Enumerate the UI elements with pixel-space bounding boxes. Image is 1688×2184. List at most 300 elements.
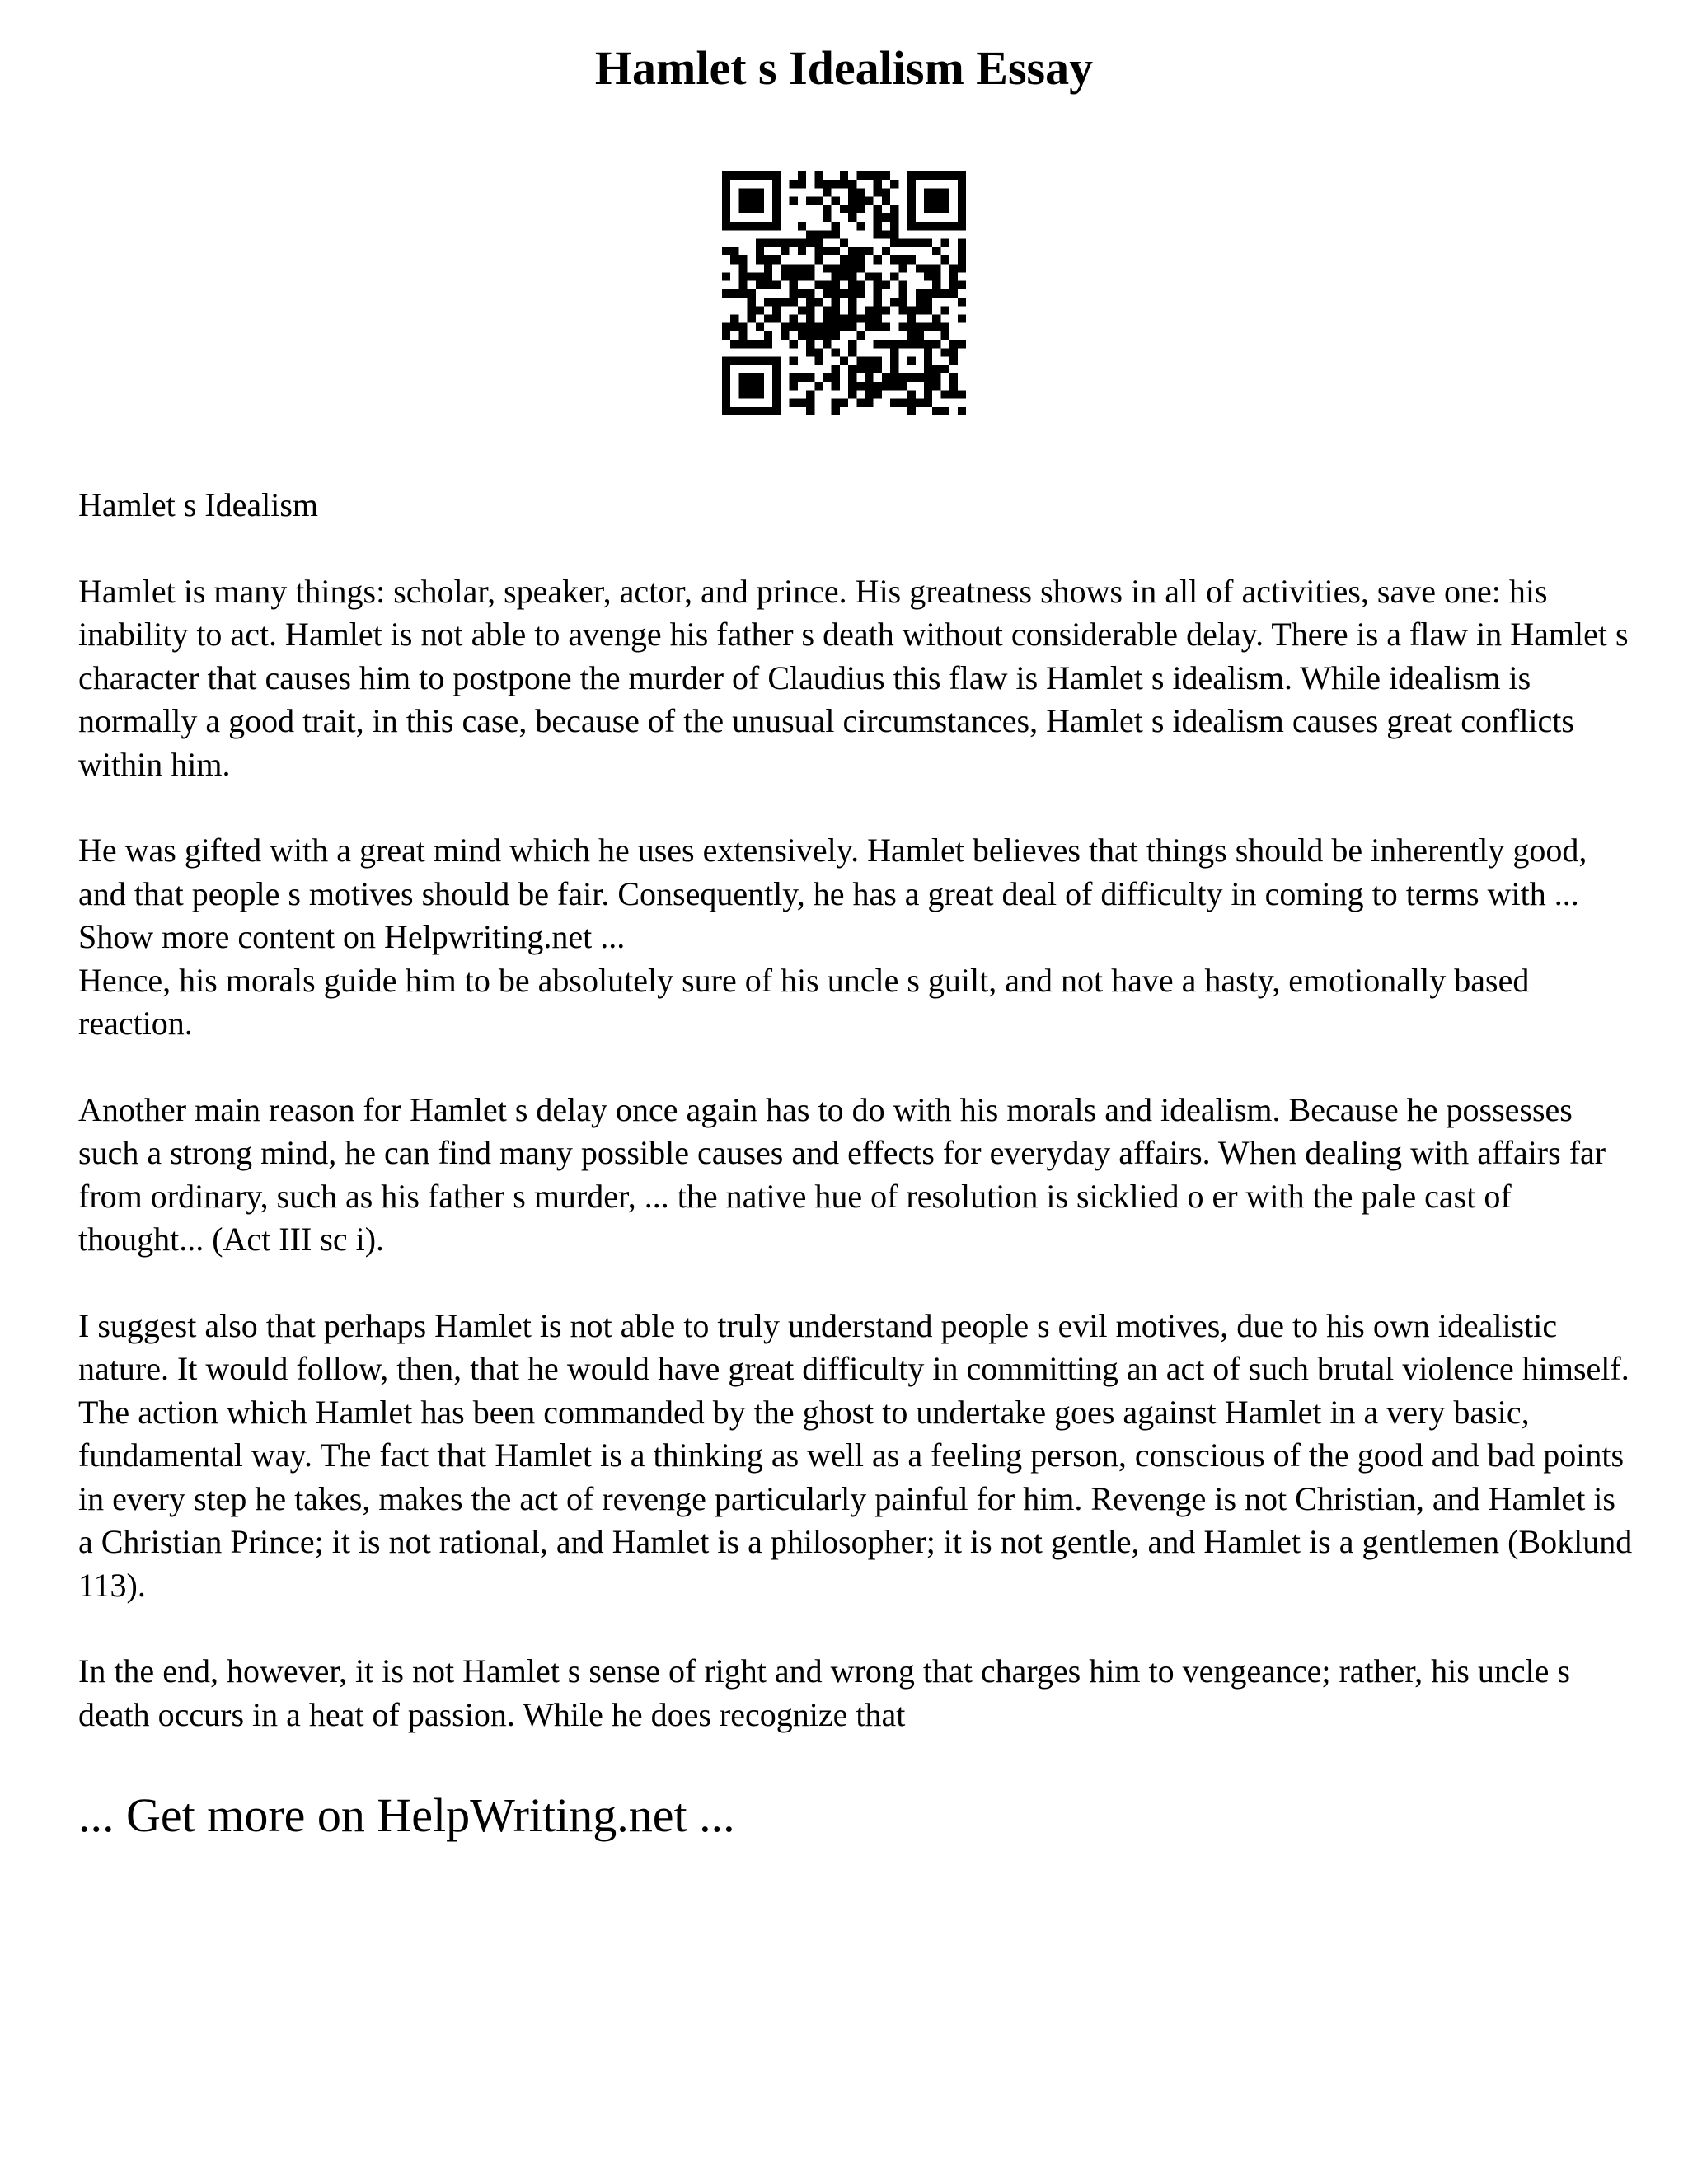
qr-module [856, 222, 865, 230]
qr-module [940, 222, 949, 230]
qr-module [756, 247, 764, 255]
qr-module [856, 382, 865, 390]
qr-module [848, 373, 856, 382]
qr-module [823, 230, 831, 238]
qr-module [764, 340, 772, 348]
qr-module [840, 180, 848, 188]
qr-module [722, 407, 730, 415]
qr-module [738, 171, 747, 180]
qr-module [832, 272, 840, 280]
qr-module [738, 264, 747, 272]
qr-module [907, 188, 916, 196]
qr-module [832, 315, 840, 323]
qr-module [950, 222, 958, 230]
qr-module [932, 407, 940, 415]
qr-module [882, 382, 890, 390]
qr-module [764, 407, 772, 415]
qr-module [814, 357, 823, 365]
qr-module [798, 180, 806, 188]
essay-heading: Hamlet s Idealism [78, 486, 319, 523]
qr-module [958, 281, 966, 289]
qr-module [898, 264, 907, 272]
qr-module [916, 171, 924, 180]
qr-module [781, 239, 789, 247]
qr-module [738, 407, 747, 415]
qr-module [848, 247, 856, 255]
paragraph-evil-motives: I suggest also that perhaps Hamlet is not able to truly understand people s evil motives, due to his own idealistic nature. It would follow, then, that he would have great difficulty in committing an act of such brutal violence himself. The action which Hamlet has been commanded by the ghost to undertake goes against Hamlet in a very basic, fundamental way. The fact that Hamlet is a thinking as well as a feeling person, conscious of the good and bad points in every step he takes, makes the act of revenge particularly painful for him. Revenge is not Christian, and Hamlet is a Christian Prince; it is not rational, and Hamlet is a philosopher; it is not gentle, and Hamlet is a gentlemen (Boklund 113). [78, 1306, 1633, 1604]
qr-module [865, 365, 874, 373]
qr-module [924, 382, 932, 390]
qr-module [722, 365, 730, 373]
qr-module [874, 365, 882, 373]
qr-module [958, 213, 966, 222]
qr-module [950, 264, 958, 272]
qr-module [865, 357, 874, 365]
qr-module [764, 171, 772, 180]
qr-module [874, 205, 882, 213]
qr-module [738, 197, 747, 205]
qr-module [848, 323, 856, 331]
qr-module [790, 197, 798, 205]
qr-module [823, 289, 831, 298]
qr-module [790, 323, 798, 331]
qr-module [756, 373, 764, 382]
qr-module [882, 188, 890, 196]
qr-module [932, 188, 940, 196]
qr-module [790, 340, 798, 348]
qr-module [814, 171, 823, 180]
qr-module [790, 298, 798, 306]
qr-module [722, 205, 730, 213]
qr-module [924, 205, 932, 213]
qr-module [874, 382, 882, 390]
qr-module [940, 239, 949, 247]
paragraph-great-mind: He was gifted with a great mind which he uses extensively. Hamlet believes that things should be inherently good, and that people s motives should be fair. Consequently, he has a great deal of difficulty in coming to terms with ... Show more content on Helpwriting.net ... [78, 832, 1587, 955]
qr-module [790, 281, 798, 289]
qr-module [798, 306, 806, 314]
qr-module [772, 197, 781, 205]
qr-module [940, 348, 949, 356]
qr-module [730, 340, 738, 348]
qr-module [722, 390, 730, 398]
qr-module [756, 188, 764, 196]
qr-module [932, 340, 940, 348]
qr-module [924, 222, 932, 230]
qr-module [832, 230, 840, 238]
qr-module [764, 315, 772, 323]
qr-module [924, 348, 932, 356]
qr-module [882, 213, 890, 222]
qr-module [738, 357, 747, 365]
qr-module [940, 306, 949, 314]
paragraph-delay-reason: Another main reason for Hamlet s delay once again has to do with his morals and idealism. Because he possesses such a strong mind, he can find many possible causes and effects for everyday affairs. When dealing with affairs far from ordinary, such as his father s murder, ... the native hue of resolution is sicklied o er with the pale cast of thought... (Act III sc i). [78, 1090, 1606, 1258]
qr-module [898, 298, 907, 306]
qr-module [874, 390, 882, 398]
qr-module [781, 323, 789, 331]
qr-module [832, 348, 840, 356]
qr-module [848, 365, 856, 373]
qr-module [874, 222, 882, 230]
qr-module [781, 298, 789, 306]
qr-module [907, 255, 916, 264]
qr-module [874, 213, 882, 222]
qr-module [848, 281, 856, 289]
qr-module [814, 348, 823, 356]
qr-module [856, 331, 865, 340]
qr-module [865, 315, 874, 323]
qr-module [916, 340, 924, 348]
qr-module [722, 323, 730, 331]
qr-module [756, 239, 764, 247]
qr-module [814, 247, 823, 255]
qr-module [874, 289, 882, 298]
qr-module [950, 272, 958, 280]
qr-module [772, 205, 781, 213]
qr-module [722, 399, 730, 407]
qr-module [907, 205, 916, 213]
qr-module [823, 340, 831, 348]
qr-module [874, 298, 882, 306]
qr-module [840, 399, 848, 407]
qr-module [832, 197, 840, 205]
qr-module [772, 298, 781, 306]
qr-module [848, 213, 856, 222]
qr-module [764, 239, 772, 247]
qr-module [865, 171, 874, 180]
qr-module [882, 281, 890, 289]
qr-module [722, 289, 730, 298]
qr-module [874, 281, 882, 289]
qr-module [814, 331, 823, 340]
qr-module [832, 407, 840, 415]
qr-module [832, 264, 840, 272]
qr-module [722, 331, 730, 340]
qr-module [950, 357, 958, 365]
qr-module [932, 197, 940, 205]
qr-module [848, 390, 856, 398]
qr-module [798, 373, 806, 382]
qr-module [832, 281, 840, 289]
qr-module [798, 264, 806, 272]
qr-module [924, 357, 932, 365]
qr-module [840, 315, 848, 323]
qr-module [790, 315, 798, 323]
qr-module [722, 222, 730, 230]
qr-module [940, 197, 949, 205]
qr-module [898, 382, 907, 390]
qr-module [806, 239, 814, 247]
qr-module [924, 188, 932, 196]
qr-module [790, 272, 798, 280]
qr-module [907, 390, 916, 398]
qr-module [730, 222, 738, 230]
qr-module [772, 306, 781, 314]
qr-module [764, 281, 772, 289]
qr-module [722, 213, 730, 222]
qr-module [924, 264, 932, 272]
qr-module [958, 298, 966, 306]
qr-module [924, 239, 932, 247]
qr-module [848, 197, 856, 205]
qr-module [798, 272, 806, 280]
qr-module [772, 281, 781, 289]
qr-module [856, 247, 865, 255]
qr-module [748, 205, 756, 213]
qr-module [865, 390, 874, 398]
qr-module [882, 171, 890, 180]
qr-module [730, 247, 738, 255]
qr-module [882, 230, 890, 238]
qr-module [772, 357, 781, 365]
qr-module [806, 331, 814, 340]
qr-module [806, 197, 814, 205]
qr-module [790, 180, 798, 188]
qr-module [865, 373, 874, 382]
qr-module [748, 289, 756, 298]
qr-module [748, 222, 756, 230]
qr-module [806, 399, 814, 407]
qr-module [832, 298, 840, 306]
qr-module [890, 373, 898, 382]
qr-module [890, 399, 898, 407]
document-title: Hamlet s Idealism Essay [594, 41, 1094, 95]
qr-module [898, 239, 907, 247]
qr-module [932, 365, 940, 373]
qr-module [806, 407, 814, 415]
qr-module [898, 281, 907, 289]
qr-module [806, 390, 814, 398]
qr-module [738, 188, 747, 196]
qr-module [772, 315, 781, 323]
qr-module [848, 205, 856, 213]
qr-module [848, 348, 856, 356]
qr-module [958, 340, 966, 348]
qr-module [823, 306, 831, 314]
qr-module [798, 323, 806, 331]
qr-module [950, 171, 958, 180]
qr-module [924, 272, 932, 280]
qr-module [874, 272, 882, 280]
essay-body [78, 484, 1636, 1736]
qr-module [756, 323, 764, 331]
qr-module [916, 331, 924, 340]
qr-module [722, 247, 730, 255]
qr-module [772, 390, 781, 398]
qr-module [790, 289, 798, 298]
qr-module [865, 306, 874, 314]
qr-module [832, 382, 840, 390]
qr-module [748, 357, 756, 365]
qr-module [924, 399, 932, 407]
qr-module [924, 298, 932, 306]
qr-module [772, 188, 781, 196]
qr-module [738, 272, 747, 280]
qr-module [924, 171, 932, 180]
qr-module [898, 255, 907, 264]
qr-module [748, 197, 756, 205]
qr-module [882, 373, 890, 382]
qr-module [865, 323, 874, 331]
qr-module [738, 289, 747, 298]
qr-module [840, 205, 848, 213]
qr-module [832, 365, 840, 373]
qr-module [806, 272, 814, 280]
qr-module [890, 340, 898, 348]
get-more-link[interactable]: ... Get more on HelpWriting.net ... [78, 1788, 735, 1842]
qr-module [790, 373, 798, 382]
qr-module [890, 365, 898, 373]
qr-module [874, 180, 882, 188]
qr-module [890, 298, 898, 306]
qr-module [798, 171, 806, 180]
qr-module [756, 171, 764, 180]
qr-module [781, 264, 789, 272]
qr-module [848, 188, 856, 196]
qr-module [814, 197, 823, 205]
qr-module [848, 289, 856, 298]
qr-module [848, 306, 856, 314]
qr-module [748, 373, 756, 382]
qr-module [722, 197, 730, 205]
qr-module [772, 399, 781, 407]
qr-module [856, 205, 865, 213]
qr-module [940, 390, 949, 398]
qr-module [924, 373, 932, 382]
qr-module [840, 272, 848, 280]
qr-module [756, 197, 764, 205]
qr-module [916, 306, 924, 314]
qr-module [764, 264, 772, 272]
qr-module [865, 399, 874, 407]
qr-module [823, 213, 831, 222]
qr-module [823, 180, 831, 188]
qr-module [806, 289, 814, 298]
qr-module [932, 205, 940, 213]
qr-module [907, 213, 916, 222]
qr-module [832, 306, 840, 314]
qr-module [907, 407, 916, 415]
qr-module [730, 315, 738, 323]
qr-module [814, 323, 823, 331]
qr-module [890, 382, 898, 390]
qr-module [832, 222, 840, 230]
qr-module [907, 323, 916, 331]
qr-module [806, 348, 814, 356]
qr-module [738, 382, 747, 390]
qr-module [756, 205, 764, 213]
qr-module [932, 171, 940, 180]
qr-module [772, 407, 781, 415]
qr-module [730, 407, 738, 415]
qr-module [814, 239, 823, 247]
qr-module [756, 306, 764, 314]
qr-code-image [722, 171, 966, 415]
qr-module [907, 331, 916, 340]
qr-module [907, 239, 916, 247]
qr-module [882, 247, 890, 255]
qr-module [806, 306, 814, 314]
qr-module [940, 289, 949, 298]
qr-module [865, 382, 874, 390]
qr-module [840, 357, 848, 365]
qr-module [764, 357, 772, 365]
qr-module [814, 298, 823, 306]
qr-module [840, 239, 848, 247]
qr-module [722, 188, 730, 196]
qr-module [874, 315, 882, 323]
qr-module [764, 331, 772, 340]
qr-module [790, 382, 798, 390]
qr-module [738, 222, 747, 230]
qr-module [958, 205, 966, 213]
qr-module [772, 222, 781, 230]
qr-module [832, 180, 840, 188]
qr-module [916, 222, 924, 230]
qr-module [748, 306, 756, 314]
qr-module [823, 247, 831, 255]
qr-module [907, 315, 916, 323]
qr-module [772, 255, 781, 264]
qr-module [814, 255, 823, 264]
qr-module [958, 188, 966, 196]
qr-module [806, 323, 814, 331]
qr-module [722, 180, 730, 188]
qr-module [958, 390, 966, 398]
qr-module [958, 239, 966, 247]
qr-module [950, 281, 958, 289]
qr-module [924, 340, 932, 348]
qr-module [958, 197, 966, 205]
qr-module [958, 222, 966, 230]
qr-module [856, 357, 865, 365]
qr-module [848, 255, 856, 264]
qr-module [890, 213, 898, 222]
qr-module [848, 264, 856, 272]
qr-module [916, 399, 924, 407]
qr-module [722, 171, 730, 180]
qr-module [907, 171, 916, 180]
qr-module [856, 365, 865, 373]
qr-module [848, 315, 856, 323]
qr-module [823, 331, 831, 340]
qr-module [874, 255, 882, 264]
qr-module [958, 255, 966, 264]
qr-module [823, 373, 831, 382]
paragraph-conclusion: In the end, however, it is not Hamlet s sense of right and wrong that charges him to vengeance; rather, his uncle s death occurs in a heat of passion. While he does recognize that [78, 1652, 1570, 1733]
qr-module [890, 222, 898, 230]
qr-module [832, 331, 840, 340]
qr-module [772, 239, 781, 247]
qr-module [790, 239, 798, 247]
qr-module [856, 188, 865, 196]
qr-module [832, 289, 840, 298]
qr-module [940, 323, 949, 331]
qr-module [932, 323, 940, 331]
qr-module [764, 222, 772, 230]
qr-module [848, 340, 856, 348]
paragraph-intro: Hamlet is many things: scholar, speaker, actor, and prince. His greatness shows in all of activities, save one: his inability to act. Hamlet is not able to avenge his father s death without considerable delay. There is a flaw in Hamlet s character that causes him to postpone the murder of Claudius this flaw is Hamlet s idealism. While idealism is normally a good trait, in this case, because of the unusual circumstances, Hamlet s idealism causes great conflicts within him. [78, 572, 1629, 783]
qr-module [730, 323, 738, 331]
qr-module [848, 298, 856, 306]
qr-module [764, 255, 772, 264]
qr-module [814, 230, 823, 238]
qr-module [856, 171, 865, 180]
qr-module [874, 188, 882, 196]
qr-module [781, 331, 789, 340]
qr-module [823, 188, 831, 196]
qr-module [756, 357, 764, 365]
qr-module [823, 281, 831, 289]
